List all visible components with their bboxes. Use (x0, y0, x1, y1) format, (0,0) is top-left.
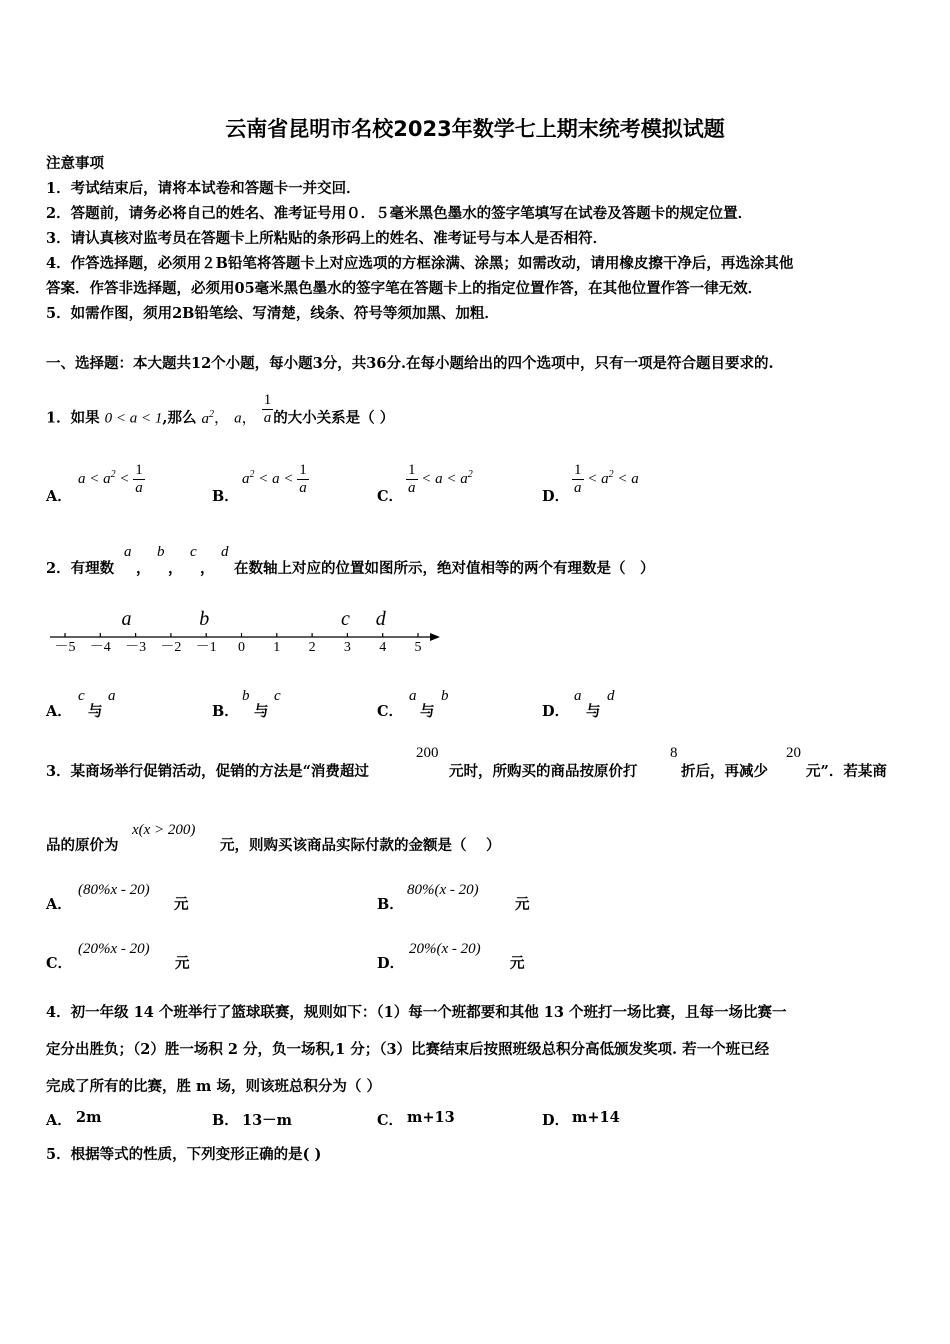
axis-arrow (430, 633, 440, 641)
q4-line: 4．初一年级 14 个班举行了篮球联赛，规则如下：（1）每一个班都要和其他 13 个班打一场比赛，且每一场比赛一 (46, 1004, 787, 1021)
notice-item: 4．作答选择题，必须用２B铅笔将答题卡上对应选项的方框涂满、涂黑；如需改动，请用橡皮擦干净后，再选涂其他 (46, 255, 794, 272)
notice-heading: 注意事项 (46, 155, 104, 172)
q3-line2-expr: x(x > 200) (132, 822, 196, 838)
q1-mid: ,那么 (162, 409, 197, 427)
q2-option-c-var1: a (409, 688, 417, 704)
axis-tick-label: －4 (89, 640, 111, 655)
q3-option-a-expr: (80%x - 20) (78, 882, 150, 898)
q3-line1-a: 3．某商场举行促销活动，促销的方法是“消费超过 (46, 763, 369, 780)
notice-item: 1．考试结束后，请将本试卷和答题卡一并交回． (46, 180, 361, 197)
q3-line2-a: 品的原价为 (46, 837, 119, 854)
q2-option-d-key: D． (542, 703, 570, 720)
axis-tick-label: －3 (125, 640, 147, 655)
q1-option-a-key: A． (46, 488, 72, 505)
axis-tick-label: 5 (414, 640, 422, 655)
q2-option-c-var2: b (441, 688, 449, 704)
q2-option-c-key: C． (377, 703, 404, 720)
q1-option-c-key: C． (377, 488, 404, 505)
q4-option-d-key: D． (542, 1112, 570, 1129)
q3-line2-b: 元，则购买该商品实际付款的金额是（ ） (220, 837, 501, 854)
q4-option-b-value: 13－m (242, 1112, 293, 1129)
q3-number-20: 20 (786, 745, 801, 761)
number-line-diagram (40, 600, 450, 660)
point-label-d: d (375, 608, 386, 630)
q2-var-c: c (190, 544, 197, 560)
axis-tick-label: 4 (379, 640, 387, 655)
q2-var-d: d (221, 544, 229, 560)
axis-tick-label: －2 (160, 640, 182, 655)
axis-tick-label: －1 (195, 640, 217, 655)
q3-option-a-key: A． (46, 896, 72, 913)
q2-option-a-var2: a (108, 688, 116, 704)
axis-tick-label: －5 (54, 640, 76, 655)
q1-a-squared: $a^2$ (201, 408, 215, 427)
q4-option-b-key: B． (212, 1112, 239, 1129)
q1-option-c-expr: $\frac{1}{a}$ < $a < a^2$ (408, 462, 473, 496)
q3-option-d-key: D． (377, 955, 405, 972)
axis-tick-label: 1 (273, 640, 281, 655)
q2-suffix: 在数轴上对应的位置如图所示，绝对值相等的两个有理数是（ ） (234, 560, 655, 577)
notice-item: 答案．作答非选择题，必须用05毫米黑色墨水的签字笔在答题卡上的指定位置作答，在其他位置作答一律无效． (46, 280, 763, 297)
q2-option-b-and: 与 (254, 703, 269, 720)
axis-tick-label: 3 (343, 640, 351, 655)
page-title: 云南省昆明市名校2023年数学七上期末统考模拟试题 (225, 117, 725, 141)
point-label-c: c (340, 608, 350, 630)
q3-line1-d: 元”．若某商 (806, 763, 887, 780)
point-label-b: b (199, 608, 210, 630)
q3-option-d-unit: 元 (510, 955, 525, 972)
q1-option-b-key: B． (212, 488, 239, 505)
q1-text: 1．如果 0 < a < 1,那么 $a^2$， a， $\frac{1}{a}$ 的大小关系是（ ） (46, 392, 395, 427)
q2-option-a-var1: c (78, 688, 85, 704)
q1-option-d-expr: $\frac{1}{a}$ < $a^2 < a$ (574, 462, 639, 496)
q2-var-b: b (157, 544, 165, 560)
notice-item: 3．请认真核对监考员在答题卡上所粘贴的条形码上的姓名、准考证号与本人是否相符． (46, 230, 608, 247)
q4-option-a-key: A． (46, 1112, 72, 1129)
section-heading: 一、选择题：本大题共12个小题，每小题3分，共36分.在每小题给出的四个选项中，只有一项是符合题目要求的. (46, 355, 774, 372)
q1-a: a (234, 410, 242, 427)
q4-option-c-key: C． (377, 1112, 404, 1129)
point-label-a: a (121, 608, 132, 630)
q1-one-over-a: $\frac{1}{a}$ (263, 392, 272, 426)
q3-option-c-unit: 元 (175, 955, 190, 972)
q3-option-b-unit: 元 (515, 896, 530, 913)
q2-option-d-var2: d (607, 688, 615, 704)
axis-tick-label: 0 (238, 640, 245, 655)
q3-option-a-unit: 元 (174, 896, 189, 913)
axis-tick-label: 2 (308, 640, 316, 655)
q1-condition: 0 < a < 1 (104, 410, 163, 427)
q3-number-200: 200 (416, 745, 439, 761)
notice-item: 5．如需作图，须用2B铅笔绘、写清楚，线条、符号等须加黑、加粗． (46, 305, 499, 322)
q2-prefix: 2．有理数 (46, 560, 115, 577)
q3-option-d-expr: 20%(x - 20) (409, 941, 481, 957)
q1-prefix: 1．如果 (46, 409, 100, 427)
q2-option-d-and: 与 (586, 703, 601, 720)
q2-option-a-and: 与 (88, 703, 103, 720)
q3-line1-c: 折后，再减少 (681, 763, 768, 780)
q4-line: 完成了所有的比赛，胜 m 场，则该班总积分为（ ） (46, 1078, 381, 1095)
q3-option-b-expr: 80%(x - 20) (407, 882, 479, 898)
q3-number-8: 8 (670, 745, 678, 761)
q3-option-b-key: B． (377, 896, 404, 913)
q2-option-a-key: A． (46, 703, 72, 720)
q2-option-b-var2: c (274, 688, 281, 704)
q3-option-c-expr: (20%x - 20) (78, 941, 150, 957)
q1-option-d-key: D． (542, 488, 570, 505)
q4-option-c-value: m+13 (407, 1109, 455, 1126)
q2-option-d-var1: a (574, 688, 582, 704)
q3-line1-b: 元时，所购买的商品按原价打 (449, 763, 638, 780)
q1-option-b-expr: $a^2 < a$ < $\frac{1}{a}$ (242, 462, 307, 496)
q1-suffix: 的大小关系是（ ） (273, 409, 395, 427)
q4-line: 定分出胜负；（2）胜一场积 2 分，负一场积,1 分；（3）比赛结束后按照班级总积分高低颁发奖项. 若一个班已经 (46, 1041, 770, 1058)
q2-option-b-var1: b (242, 688, 250, 704)
q4-option-d-value: m+14 (572, 1109, 620, 1126)
q3-option-c-key: C． (46, 955, 73, 972)
q2-var-a: a (124, 544, 132, 560)
q1-option-a-expr: $a < a^2$ < $\frac{1}{a}$ (78, 462, 143, 496)
q5-text: 5．根据等式的性质，下列变形正确的是( ) (46, 1146, 322, 1163)
q2-option-b-key: B． (212, 703, 239, 720)
notice-item: 2．答题前，请务必将自己的姓名、准考证号用０．５毫米黑色墨水的签字笔填写在试卷及答题卡的规定位置． (46, 205, 753, 222)
q4-option-a-value: 2m (76, 1109, 102, 1126)
q2-option-c-and: 与 (420, 703, 435, 720)
